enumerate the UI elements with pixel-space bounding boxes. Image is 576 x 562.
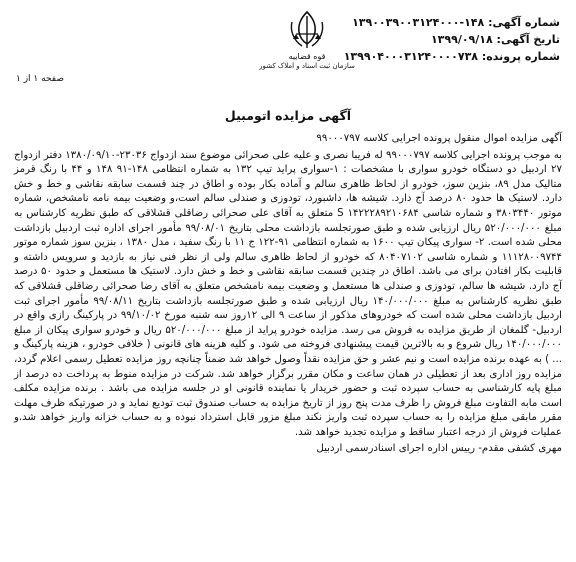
- ad-number: شماره آگهی: ۱۴۸-۱۳۹۰۰۳۹۰۰۳۱۲۴۰۰۰: [352, 16, 560, 29]
- intro-paragraph: آگهی مزایده اموال منقول پرونده اجرایی کلاسه ۹۹۰۰۰۷۹۷: [316, 133, 562, 144]
- page-number: صفحه ۱ از ۱: [16, 74, 64, 84]
- main-paragraph: به موجب پرونده اجرایی کلاسه ۹۹۰۰۰۷۹۷ له فریبا نصری و علیه علی صحرائی موضوع سند ازدواج ۲۳۰۳۶-۱۳۸۰/۰۹/۱۰ دفتر ازدواج ۲۷ اردبیل دو دستگاه خودرو سواری با مشخصات : ۱-سواری پراید تیپ ۱۳۲ به شماره انتظامی ۱۴۸-۹۱ ۱۴۸ و ۴۴ با رنگ قرمز متالیک مدل ۸۹، بنزین سوز، خودرو از لحاظ ظاهری سالم و آماده بکار بوده و اطاق در چند قسمت سابقه نقاشی و خط و خش دارد. لاستیک ها حدود ۸۰ درصد آج دارد. شیشه ها، داشبورد، تودوزی و صندلی سالم است،و وضعیت بیمه نامه نامشخص، شماره موتور ۳۸۰۳۴۴۰ و شماره شاسی S ۱۴۲۲۲۸۹۲۱۰۶۸۴ متعلق به آقای علی صحرائی رضاقلی قشلاقی که طبق نظریه کارشناس به مبلغ ۵۲۰/۰۰۰/۰۰۰ ریال ارزیابی شده و طبق صورتجلسه بازداشت محلی بتاریخ ۹۹/۰۸/۰۱ مأمور اجرای اداره ثبت اردبیل بازداشت محلی شده است. ۲- سواری پیکان تیپ ۱۶۰۰ به شماره انتظامی ۹۱-۱۲۲ ج ۱۱ با رنگ سفید ، مدل ۱۳۸۰ ، بنزین سوز شماره موتور ۱۱۱۲۸۰۰۹۷۴۴ و شماره شاسی ۸۰۴۰۷۱۰۲ که خودرو از لحاظ ظاهری سالم ولی از نظر فنی نیاز به بازدید و سرویس داشته و قابلیت بکار افتادن برای می باشد. اطاق در چندین قسمت سابقه نقاشی و خط و خش دارد. لاستیک ها مستعمل و حدود ۵۰ درصد آج دارد. شیشه ها سالم، تودوزی و صندلی ها مستعمل و وضعیت بیمه نامشخص متعلق به آقای رضا صحرائی رضاقلی قشلاقی که طبق نظریه کارشناس به مبلغ ۱۴۰/۰۰۰/۰۰۰ ریال ارزیابی شده و طبق صورتجلسه بازداشت بتاریخ ۹۹/۰۸/۱۱ مأمور اجرای ثبت اردبیل بازداشت محلی شده است که خودروهای مذکور از ساعت ۹ الی ۱۲روز سه شنبه مورخ ۹۹/۱۰/۰۲ در پارکینگ رازی واقع در اردبیل- گلمغان از طریق مزایده به فروش می رسد. مزایده خودرو پراید از مبلغ ۵۲۰/۰۰۰/۰۰۰ ریال و خودرو سواری پیکان از مبلغ ۱۴۰/۰۰۰/۰۰۰ ریال شروع و به بالاترین قیمت پیشنهادی فروخته می شود. و کلیه هزینه های قانونی ( خلافی خودرو ، هزینه پارکینگ و ... ) به عهده برنده مزایده است و نیم عشر و حق مزایده نقداً وصول خواهد شد ضمناً چنانچه روز مزایده تعطیل رسمی اعلام گردد، مزایده روز اداری بعد از تعطیلی در همان ساعت و مکان مقرر برگزار خواهد شد. شرکت در مزایده منوط به پرداخت ده درصد از مبلغ پایه کارشناسی به حساب سپرده ثبت و حضور خریدار یا نماینده قانونی او در جلسه مزایده می باشد . برنده مزایده مکلف است مابه التفاوت مبلغ فروش را ظرف مدت پنج روز از تاریخ مزایده به حساب صندوق ثبت تودیع نماید و در صورتیکه ظرف مهلت مقرر مابقی مبلغ مزایده را به حساب سپرده ثبت واریز نکند مبلغ مزور قابل استرداد نبوده و به حساب خزانه واریز خواهد شد.و عملیات فروش از درجه اعتبار ساقط و مزایده تجدید خواهد شد.: [13, 149, 563, 438]
- emblem-icon: [284, 8, 330, 52]
- org-line2: سازمان ثبت اسناد و املاک کشور: [259, 62, 355, 70]
- signature-line: مهری کشفی مقدم- رییس اداره اجرای اسنادرسمی اردبیل: [316, 443, 562, 455]
- ad-date: تاریخ آگهی: ۱۳۹۹/۰۹/۱۸: [430, 33, 560, 46]
- notice-body: [14, 132, 562, 459]
- judiciary-logo: [232, 8, 382, 80]
- notice-title: آگهی مزایده اتومبیل: [224, 108, 352, 123]
- notice-header: [0, 0, 576, 104]
- case-number: شماره پرونده: ۱۳۹۹۰۴۰۰۰۳۱۲۴۰۰۰۰۷۳۸: [343, 50, 560, 63]
- org-line1: قوه قضاییه: [288, 52, 326, 61]
